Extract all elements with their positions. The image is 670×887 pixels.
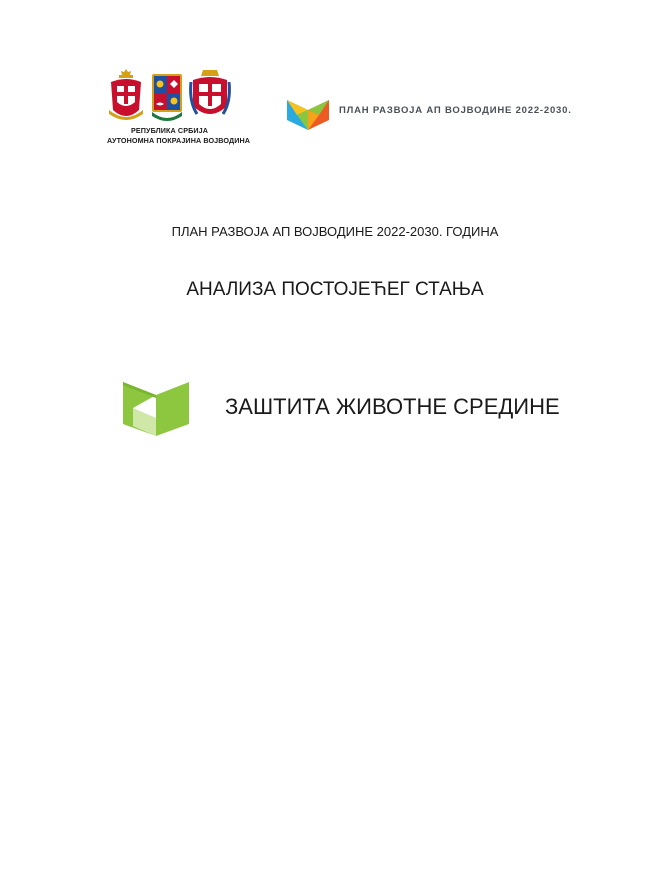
document-title: АНАЛИЗА ПОСТОЈЕЋЕГ СТАЊА bbox=[186, 279, 484, 300]
government-caption bbox=[107, 126, 251, 146]
chapter-title: ЗАШТИТА ЖИВОТНЕ СРЕДИНЕ bbox=[225, 394, 560, 419]
government-line-1: РЕПУБЛИКА СРБИЈА bbox=[130, 126, 209, 135]
government-emblems bbox=[107, 68, 251, 150]
plan-cube-logo-icon bbox=[287, 96, 329, 132]
document-series-title: ПЛАН РАЗВОЈА АП ВОЈВОДИНЕ 2022-2030. ГОДИНА bbox=[171, 224, 499, 239]
serbia-coat-of-arms-icon bbox=[107, 68, 145, 124]
plan-logo bbox=[287, 96, 577, 132]
government-line-2: АУТОНОМНА ПОКРАЈИНА ВОЈВОДИНА bbox=[107, 136, 251, 145]
coats-of-arms bbox=[107, 68, 232, 124]
vojvodina-coat-of-arms-icon bbox=[149, 68, 185, 124]
plan-logo-text: ПЛАН РАЗВОЈА АП ВОЈВОДИНЕ 2022-2030. bbox=[339, 105, 572, 116]
chapter-cube-icon bbox=[123, 378, 189, 438]
historic-coat-of-arms-icon bbox=[189, 68, 231, 124]
